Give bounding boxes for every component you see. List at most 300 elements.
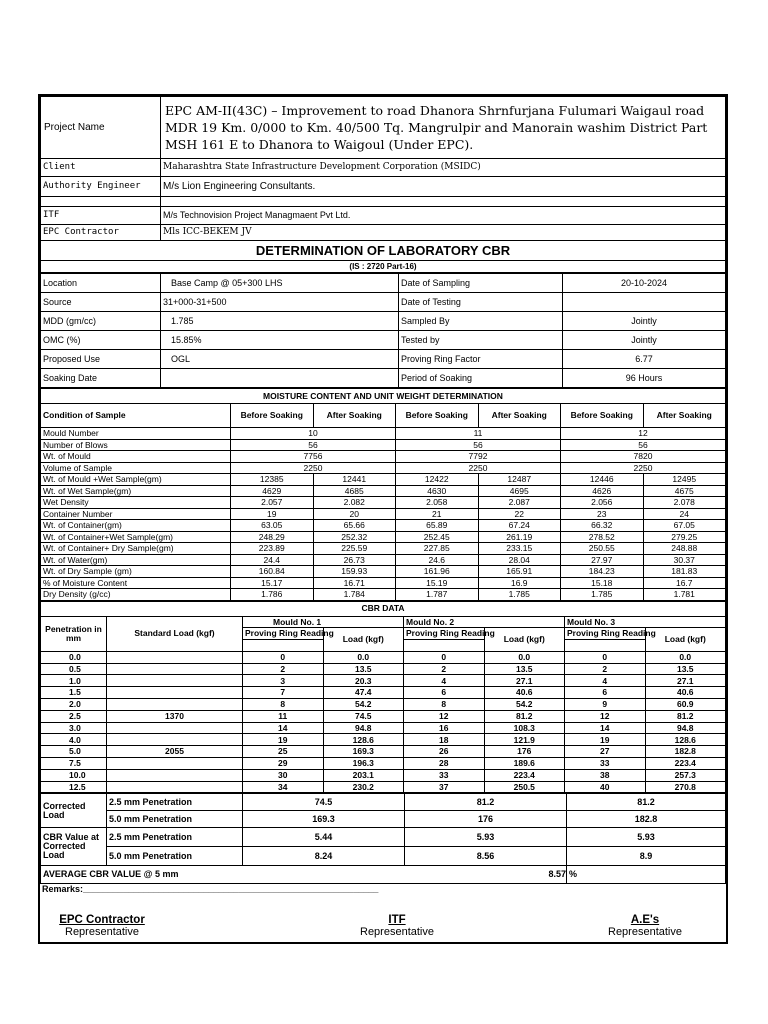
moisture-cell: 2.056 — [561, 497, 644, 509]
cbr-reading: 8 — [404, 699, 485, 711]
moisture-row — [41, 497, 726, 509]
cbr-load: 128.6 — [645, 734, 726, 746]
moisture-cell: 20 — [313, 508, 396, 520]
cbr50-m3: 8.9 — [567, 847, 726, 866]
moisture-row-label: Number of Blows — [41, 439, 231, 451]
moisture-cell: 30.37 — [643, 554, 726, 566]
cbr-std — [107, 675, 243, 687]
client-value: Maharashtra State Infrastructure Development Corporation (MSIDC) — [161, 159, 726, 177]
moisture-cell: 15.18 — [561, 577, 644, 589]
cbr25-m1: 5.44 — [243, 828, 405, 847]
sig-itf-sub: Representative — [360, 926, 434, 938]
cbr-load: 13.5 — [484, 663, 565, 675]
cbr-reading: 2 — [565, 663, 646, 675]
cbr-reading: 9 — [565, 699, 646, 711]
location-label: Location — [41, 274, 161, 293]
ae-value: M/s Lion Engineering Consultants. — [161, 177, 726, 197]
cbr-load: 54.2 — [484, 699, 565, 711]
cbr-reading: 14 — [243, 722, 324, 734]
cbr-pen: 4.0 — [41, 734, 107, 746]
cbr-value-label: CBR Value at Corrected Load — [41, 828, 107, 866]
cbr-load: 47.4 — [323, 687, 404, 699]
cbr-report-sheet — [38, 94, 728, 944]
cbr-reading: 6 — [565, 687, 646, 699]
moisture-cell: 12495 — [643, 474, 726, 486]
corr25-m3: 81.2 — [567, 794, 726, 811]
moisture-cell: 66.32 — [561, 520, 644, 532]
sig-ae-title: A.E's — [630, 914, 660, 926]
moisture-cell: 27.97 — [561, 554, 644, 566]
moisture-cell: 159.93 — [313, 566, 396, 578]
cbr-load: 27.1 — [645, 675, 726, 687]
date-sampling-label: Date of Sampling — [399, 274, 563, 293]
cbr-row — [41, 746, 726, 758]
moisture-cell: 227.85 — [396, 543, 479, 555]
cbr-row — [41, 687, 726, 699]
mould-2-label: Mould No. 2 — [404, 616, 565, 628]
corr25-m1: 74.5 — [243, 794, 405, 811]
summary-table — [40, 793, 726, 884]
cbr-pen25-label: 2.5 mm Penetration — [107, 828, 243, 847]
cbr-load: 27.1 — [484, 675, 565, 687]
moisture-cell: 2.058 — [396, 497, 479, 509]
cbr-pen: 0.0 — [41, 651, 107, 663]
cbr50-m1: 8.24 — [243, 847, 405, 866]
moisture-row — [41, 566, 726, 578]
corr50-m3: 182.8 — [567, 811, 726, 828]
moisture-cell: 12 — [561, 428, 726, 440]
moisture-cell: 1.786 — [231, 589, 314, 601]
sig-itf — [307, 914, 487, 938]
cbr-load: 203.1 — [323, 769, 404, 781]
cbr-load: 74.5 — [323, 710, 404, 722]
cbr-reading: 0 — [404, 651, 485, 663]
cbr-pen: 1.0 — [41, 675, 107, 687]
soak-date-label: Soaking Date — [41, 369, 161, 388]
prf-value: 6.77 — [563, 350, 726, 369]
moisture-row-label: Wt. of Container(gm) — [41, 520, 231, 532]
moisture-cell: 248.88 — [643, 543, 726, 555]
cbr-row — [41, 699, 726, 711]
client-label: Client — [41, 159, 161, 177]
moisture-cell: 28.04 — [478, 554, 561, 566]
cbr-load: 54.2 — [323, 699, 404, 711]
cbr-std — [107, 722, 243, 734]
cbr-std — [107, 758, 243, 770]
cbr-reading: 6 — [404, 687, 485, 699]
cbr-reading: 33 — [565, 758, 646, 770]
moisture-row — [41, 543, 726, 555]
cbr-std: 1370 — [107, 710, 243, 722]
moisture-row-label: Wt. of Container+ Dry Sample(gm) — [41, 543, 231, 555]
cbr-std — [107, 734, 243, 746]
moisture-cell: 250.55 — [561, 543, 644, 555]
cbr-reading: 19 — [565, 734, 646, 746]
moisture-row-label: % of Moisture Content — [41, 577, 231, 589]
moisture-row-label: Wt. of Wet Sample(gm) — [41, 485, 231, 497]
location-value: Base Camp @ 05+300 LHS — [161, 274, 399, 293]
omc-value: 15.85% — [161, 331, 399, 350]
moisture-cell: 4675 — [643, 485, 726, 497]
cbr-std — [107, 769, 243, 781]
ae-label: Authority Engineer — [41, 177, 161, 197]
corr50-m2: 176 — [405, 811, 567, 828]
cbr-reading: 4 — [404, 675, 485, 687]
moisture-cell: 248.29 — [231, 531, 314, 543]
moisture-cell: 279.25 — [643, 531, 726, 543]
cbr-reading: 19 — [243, 734, 324, 746]
moisture-cell: 16.9 — [478, 577, 561, 589]
cbr-load: 182.8 — [645, 746, 726, 758]
mdd-value: 1.785 — [161, 312, 399, 331]
moisture-cell: 2250 — [561, 462, 726, 474]
moisture-cell: 21 — [396, 508, 479, 520]
cbr-load: 121.9 — [484, 734, 565, 746]
cbr25-m2: 5.93 — [405, 828, 567, 847]
cbr-table — [40, 601, 726, 794]
moisture-cell: 12441 — [313, 474, 396, 486]
cbr-load: 196.3 — [323, 758, 404, 770]
cbr-load: 176 — [484, 746, 565, 758]
moisture-row — [41, 485, 726, 497]
moisture-row-label: Volume of Sample — [41, 462, 231, 474]
cbr25-m3: 5.93 — [567, 828, 726, 847]
cbr-load: 223.4 — [484, 769, 565, 781]
cbr50-m2: 8.56 — [405, 847, 567, 866]
moisture-cell: 225.59 — [313, 543, 396, 555]
cbr-row — [41, 722, 726, 734]
sampled-by-label: Sampled By — [399, 312, 563, 331]
moisture-cell: 15.17 — [231, 577, 314, 589]
moisture-row — [41, 462, 726, 474]
prf-label: Proving Ring Factor — [399, 350, 563, 369]
cbr-load: 0.0 — [645, 651, 726, 663]
cbr-load: 230.2 — [323, 781, 404, 793]
moisture-cell: 160.84 — [231, 566, 314, 578]
moisture-cell: 181.83 — [643, 566, 726, 578]
date-testing-value — [563, 293, 726, 312]
mould-1-label: Mould No. 1 — [243, 616, 404, 628]
cbr-reading: 29 — [243, 758, 324, 770]
cbr-pen: 2.0 — [41, 699, 107, 711]
moisture-cell: 56 — [231, 439, 396, 451]
signature-block — [40, 914, 726, 942]
remarks: Remarks:___________________________________________________________ — [42, 884, 379, 894]
cbr-reading: 38 — [565, 769, 646, 781]
moisture-cell: 4695 — [478, 485, 561, 497]
cbr-load: 128.6 — [323, 734, 404, 746]
moisture-row — [41, 589, 726, 601]
cbr-row — [41, 651, 726, 663]
itf-value: M/s Technovision Project Managmaent Pvt Ltd. — [161, 207, 726, 225]
cbr-std: 2055 — [107, 746, 243, 758]
cbr-load: 108.3 — [484, 722, 565, 734]
cbr-reading: 11 — [243, 710, 324, 722]
moisture-cell: 4685 — [313, 485, 396, 497]
cbr-reading: 16 — [404, 722, 485, 734]
cbr-reading: 27 — [565, 746, 646, 758]
moisture-cell: 223.89 — [231, 543, 314, 555]
cbr-reading: 7 — [243, 687, 324, 699]
moisture-cell: 67.05 — [643, 520, 726, 532]
cbr-reading: 26 — [404, 746, 485, 758]
moisture-cell: 12385 — [231, 474, 314, 486]
after-soaking-2: After Soaking — [478, 404, 561, 428]
cbr-reading: 34 — [243, 781, 324, 793]
sig-ae-sub: Representative — [608, 926, 682, 938]
moisture-cell: 56 — [396, 439, 561, 451]
moisture-cell: 22 — [478, 508, 561, 520]
avg-cbr-value: 8.57 — [405, 866, 567, 884]
cbr-reading: 28 — [404, 758, 485, 770]
use-label: Proposed Use — [41, 350, 161, 369]
moisture-cell: 4629 — [231, 485, 314, 497]
moisture-cell: 4630 — [396, 485, 479, 497]
corr-pen50-label: 5.0 mm Penetration — [107, 811, 243, 828]
cbr-reading: 12 — [565, 710, 646, 722]
cbr-reading: 37 — [404, 781, 485, 793]
cbr-pen: 2.5 — [41, 710, 107, 722]
corr25-m2: 81.2 — [405, 794, 567, 811]
tested-by-label: Tested by — [399, 331, 563, 350]
before-soaking-3: Before Soaking — [561, 404, 644, 428]
avg-cbr-label: AVERAGE CBR VALUE @ 5 mm — [41, 866, 405, 884]
cbr-load: 189.6 — [484, 758, 565, 770]
cbr-row — [41, 769, 726, 781]
prr-label-2: Proving Ring Reading — [404, 628, 485, 640]
tested-by-value: Jointly — [563, 331, 726, 350]
moisture-row — [41, 428, 726, 440]
load-label-2: Load (kgf) — [484, 628, 565, 652]
moisture-cell: 2.057 — [231, 497, 314, 509]
moisture-cell: 4626 — [561, 485, 644, 497]
mdd-label: MDD (gm/cc) — [41, 312, 161, 331]
moisture-cell: 1.787 — [396, 589, 479, 601]
sig-ae — [555, 914, 735, 938]
moisture-cell: 65.89 — [396, 520, 479, 532]
moisture-cell: 2.082 — [313, 497, 396, 509]
cbr-std — [107, 651, 243, 663]
cbr-load: 20.3 — [323, 675, 404, 687]
cbr-load: 250.5 — [484, 781, 565, 793]
soak-period-label: Period of Soaking — [399, 369, 563, 388]
moisture-row-label: Wt. of Dry Sample (gm) — [41, 566, 231, 578]
cbr-heading: CBR DATA — [41, 601, 726, 616]
prr-label-1: Proving Ring Reading — [243, 628, 324, 640]
moisture-row-label: Dry Density (g/cc) — [41, 589, 231, 601]
date-testing-label: Date of Testing — [399, 293, 563, 312]
moisture-cell: 24 — [643, 508, 726, 520]
cbr-row — [41, 781, 726, 793]
moisture-row-label: Wt. of Water(gm) — [41, 554, 231, 566]
moisture-cell: 1.785 — [561, 589, 644, 601]
info-table — [40, 273, 726, 388]
moisture-cell: 1.785 — [478, 589, 561, 601]
date-sampling-value: 20-10-2024 — [563, 274, 726, 293]
cbr-reading: 18 — [404, 734, 485, 746]
moisture-cell: 10 — [231, 428, 396, 440]
cbr-load: 0.0 — [323, 651, 404, 663]
moisture-cell: 65.66 — [313, 520, 396, 532]
moisture-cell: 2250 — [231, 462, 396, 474]
epc-label: EPC Contractor — [41, 225, 161, 241]
moisture-cell: 23 — [561, 508, 644, 520]
moisture-row — [41, 531, 726, 543]
cbr-reading: 3 — [243, 675, 324, 687]
moisture-cell: 12487 — [478, 474, 561, 486]
load-label-1: Load (kgf) — [323, 628, 404, 652]
cbr-load: 0.0 — [484, 651, 565, 663]
moisture-cell: 24.6 — [396, 554, 479, 566]
avg-cbr-unit: % — [567, 866, 726, 884]
cbr-pen: 3.0 — [41, 722, 107, 734]
cbr-load: 257.3 — [645, 769, 726, 781]
cbr-load: 94.8 — [323, 722, 404, 734]
cbr-row — [41, 758, 726, 770]
cbr-row — [41, 675, 726, 687]
moisture-cell: 67.24 — [478, 520, 561, 532]
epc-value: Mls ICC-BEKEM JV — [161, 225, 726, 241]
moisture-cell: 16.7 — [643, 577, 726, 589]
cbr-reading: 12 — [404, 710, 485, 722]
moisture-cell: 2.078 — [643, 497, 726, 509]
cbr-pen: 5.0 — [41, 746, 107, 758]
cbr-std — [107, 781, 243, 793]
cbr-reading: 4 — [565, 675, 646, 687]
cbr-row — [41, 734, 726, 746]
moisture-heading: MOISTURE CONTENT AND UNIT WEIGHT DETERMINATION — [41, 389, 726, 404]
moisture-row-label: Wt. of Mould +Wet Sample(gm) — [41, 474, 231, 486]
moisture-cell: 11 — [396, 428, 561, 440]
cbr-pen: 7.5 — [41, 758, 107, 770]
moisture-cell: 1.784 — [313, 589, 396, 601]
cbr-pen: 1.5 — [41, 687, 107, 699]
cbr-load: 169.3 — [323, 746, 404, 758]
cbr-load: 223.4 — [645, 758, 726, 770]
cbr-std — [107, 663, 243, 675]
moisture-row-label: Container Number — [41, 508, 231, 520]
before-soaking-2: Before Soaking — [396, 404, 479, 428]
corrected-load-label: Corrected Load — [41, 794, 107, 828]
moisture-row — [41, 520, 726, 532]
after-soaking-1: After Soaking — [313, 404, 396, 428]
cbr-pen: 0.5 — [41, 663, 107, 675]
moisture-row-label: Wt. of Container+Wet Sample(gm) — [41, 531, 231, 543]
cbr-std — [107, 699, 243, 711]
moisture-cell: 2.087 — [478, 497, 561, 509]
moisture-row-label: Wet Density — [41, 497, 231, 509]
moisture-cell: 2250 — [396, 462, 561, 474]
cbr-reading: 33 — [404, 769, 485, 781]
moisture-cell: 165.91 — [478, 566, 561, 578]
moisture-cell: 12422 — [396, 474, 479, 486]
itf-label: ITF — [41, 207, 161, 225]
cbr-pen: 12.5 — [41, 781, 107, 793]
moisture-cell: 261.19 — [478, 531, 561, 543]
cbr-reading: 0 — [565, 651, 646, 663]
prr-label-3: Proving Ring Reading — [565, 628, 646, 640]
moisture-cell: 161.96 — [396, 566, 479, 578]
cbr-load: 270.8 — [645, 781, 726, 793]
project-label: Project Name — [41, 97, 161, 159]
cbr-reading: 2 — [404, 663, 485, 675]
moisture-cell: 63.05 — [231, 520, 314, 532]
sig-epc-sub: Representative — [65, 926, 139, 938]
moisture-row — [41, 451, 726, 463]
corr50-m1: 169.3 — [243, 811, 405, 828]
sampled-by-value: Jointly — [563, 312, 726, 331]
moisture-cell: 278.52 — [561, 531, 644, 543]
cbr-reading: 14 — [565, 722, 646, 734]
cbr-load: 60.9 — [645, 699, 726, 711]
cbr-pen: 10.0 — [41, 769, 107, 781]
moisture-cell: 19 — [231, 508, 314, 520]
use-value: OGL — [161, 350, 399, 369]
cbr-row — [41, 663, 726, 675]
moisture-cell: 24.4 — [231, 554, 314, 566]
std-label: Standard Load (kgf) — [107, 616, 243, 651]
header-table — [40, 96, 726, 273]
before-soaking-1: Before Soaking — [231, 404, 314, 428]
cbr-reading: 0 — [243, 651, 324, 663]
cbr-reading: 25 — [243, 746, 324, 758]
moisture-row — [41, 439, 726, 451]
mould-3-label: Mould No. 3 — [565, 616, 726, 628]
moisture-row-label: Mould Number — [41, 428, 231, 440]
sig-epc — [12, 914, 192, 938]
moisture-row-label: Wt. of Mould — [41, 451, 231, 463]
cbr-load: 81.2 — [484, 710, 565, 722]
cbr-reading: 30 — [243, 769, 324, 781]
moisture-cell: 7756 — [231, 451, 396, 463]
moisture-cell: 7820 — [561, 451, 726, 463]
moisture-cell: 233.15 — [478, 543, 561, 555]
moisture-row — [41, 577, 726, 589]
moisture-cell: 252.45 — [396, 531, 479, 543]
moisture-row — [41, 474, 726, 486]
moisture-cell: 252.32 — [313, 531, 396, 543]
cbr-reading: 2 — [243, 663, 324, 675]
soak-date-value — [161, 369, 399, 388]
cbr-std — [107, 687, 243, 699]
sig-itf-title: ITF — [388, 914, 406, 926]
cbr-reading: 8 — [243, 699, 324, 711]
cbr-load: 40.6 — [484, 687, 565, 699]
cbr-load: 94.8 — [645, 722, 726, 734]
source-value: 31+000-31+500 — [161, 293, 399, 312]
after-soaking-3: After Soaking — [643, 404, 726, 428]
soak-period-value: 96 Hours — [563, 369, 726, 388]
cbr-load: 81.2 — [645, 710, 726, 722]
moisture-cell: 15.19 — [396, 577, 479, 589]
moisture-cell: 7792 — [396, 451, 561, 463]
moisture-cell: 56 — [561, 439, 726, 451]
cbr-load: 40.6 — [645, 687, 726, 699]
moisture-table — [40, 388, 726, 601]
moisture-cell: 26.73 — [313, 554, 396, 566]
cbr-pen50-label: 5.0 mm Penetration — [107, 847, 243, 866]
condition-label: Condition of Sample — [41, 404, 231, 428]
sig-epc-title: EPC Contractor — [59, 914, 145, 926]
load-label-3: Load (kgf) — [645, 628, 726, 652]
report-title: DETERMINATION OF LABORATORY CBR — [41, 241, 726, 261]
cbr-load: 13.5 — [645, 663, 726, 675]
moisture-row — [41, 554, 726, 566]
pen-label: Penetration in mm — [41, 616, 107, 651]
moisture-row — [41, 508, 726, 520]
report-subtitle: (IS : 2720 Part-16) — [41, 261, 726, 273]
omc-label: OMC (%) — [41, 331, 161, 350]
